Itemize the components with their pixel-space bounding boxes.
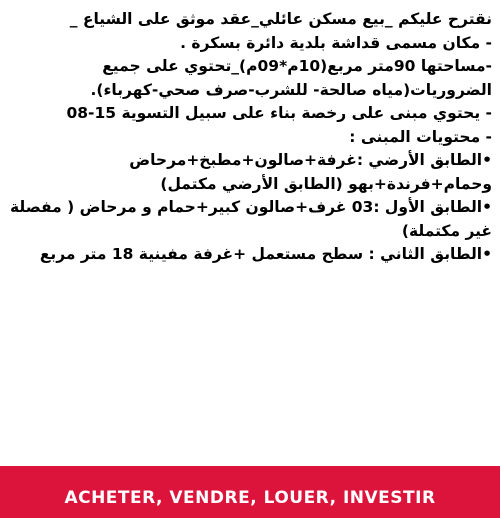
footer-banner-text: ACHETER, VENDRE, LOUER, INVESTIR <box>64 488 436 508</box>
post-first-floor-line: •الطابق الأول :03 غرف+صالون كبير+حمام و مرحاض ( مفصلة غير مكتملة) <box>9 198 492 240</box>
post-ground-floor-line: •الطابق الأرضي :غرفة+صالون+مطبخ+مرحاض وحمام+فرندة+بهو (الطابق الأرضي مكتمل) <box>129 151 492 193</box>
post-intro-line: نقترح عليكم _بيع مسكن عائلي_عقد موثق على الشياع _ <box>69 10 492 28</box>
post-contents-heading: - محتويات المبنى : <box>349 127 492 146</box>
post-second-floor-line: •الطابق الثاني : سطح مستعمل +غرفة مفينية 18 متر مربع <box>39 245 492 263</box>
post-location-line: - مكان مسمى قداشة بلدية دائرة بسكرة . <box>180 33 492 52</box>
post-body <box>6 8 492 267</box>
post-area-line: -مساحتها 90متر مربع(10م*09م)_تحتوي على جميع الضروريات(مياه صالحة- للشرب-صرف صحي-كهرباء). <box>90 57 492 99</box>
post-permit-line: - يحتوي مبنى على رخصة بناء على سبيل التسوية 15-08 <box>66 104 492 122</box>
footer-banner <box>0 466 500 518</box>
